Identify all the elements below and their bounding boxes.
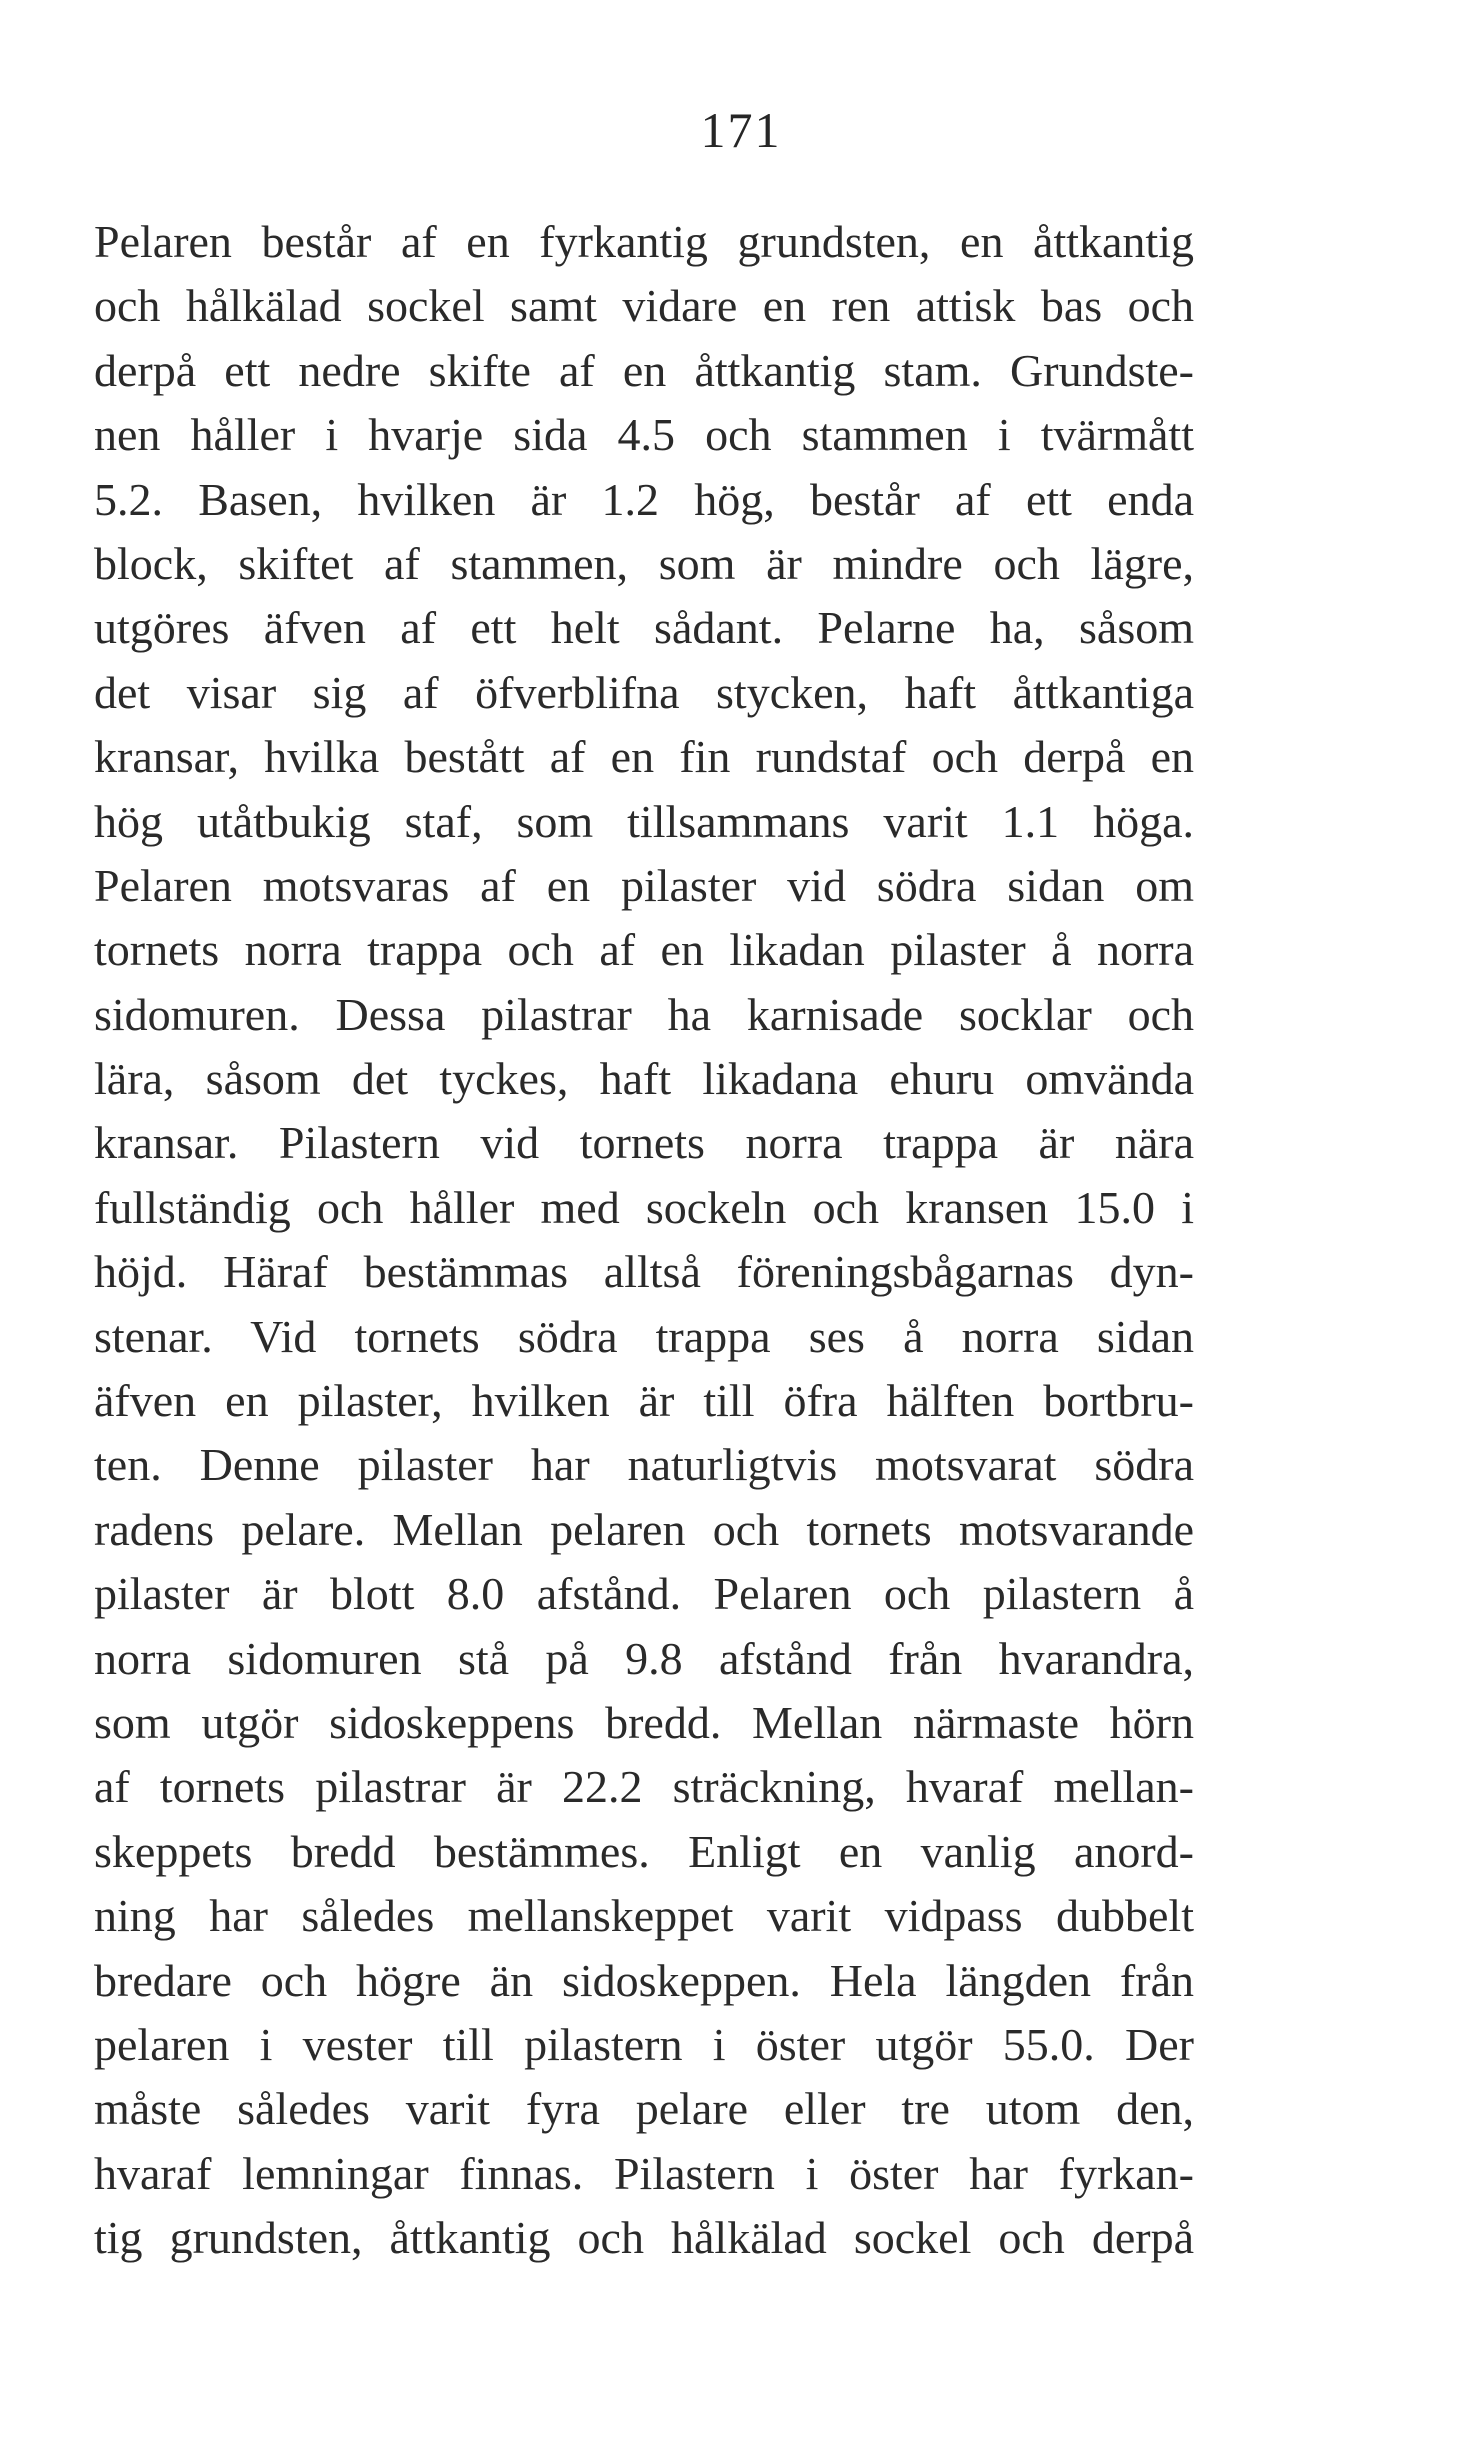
text-line: det visar sig af öfverblifna stycken, haft åttkantiga bbox=[94, 666, 1194, 718]
text-line: kransar, hvilka bestått af en fin rundstaf och derpå en bbox=[94, 731, 1194, 783]
text-line: lära, såsom det tyckes, haft likadana ehuru omvända bbox=[94, 1053, 1194, 1105]
text-line: ning har således mellanskeppet varit vidpass dubbelt bbox=[94, 1890, 1194, 1942]
text-line: radens pelare. Mellan pelaren och tornets motsvarande bbox=[94, 1503, 1194, 1555]
text-line: stenar. Vid tornets södra trappa ses å norra sidan bbox=[94, 1310, 1194, 1362]
text-line: 5.2. Basen, hvilken är 1.2 hög, består af ett enda bbox=[94, 473, 1194, 525]
text-line: bredare och högre än sidoskeppen. Hela längden från bbox=[94, 1954, 1194, 2006]
text-line: pelaren i vester till pilastern i öster utgör 55.0. Der bbox=[94, 2018, 1194, 2070]
text-line: norra sidomuren stå på 9.8 afstånd från hvarandra, bbox=[94, 1632, 1194, 1684]
text-line: måste således varit fyra pelare eller tre utom den, bbox=[94, 2083, 1194, 2135]
text-line: af tornets pilastrar är 22.2 sträckning, hvaraf mellan- bbox=[94, 1761, 1194, 1813]
text-line: kransar. Pilastern vid tornets norra trappa är nära bbox=[94, 1117, 1194, 1169]
text-line: äfven en pilaster, hvilken är till öfra hälften bortbru- bbox=[94, 1375, 1194, 1427]
page-number: 171 bbox=[700, 102, 782, 158]
text-line: Pelaren består af en fyrkantig grundsten, en åttkantig bbox=[94, 216, 1194, 267]
text-line: Pelaren motsvaras af en pilaster vid södra sidan om bbox=[94, 859, 1194, 911]
text-line: skeppets bredd bestämmes. Enligt en vanlig anord- bbox=[94, 1825, 1194, 1877]
body-text bbox=[94, 210, 1194, 2271]
text-line: hvaraf lemningar finnas. Pilastern i öster har fyrkan- bbox=[94, 2147, 1194, 2199]
text-line: höjd. Häraf bestämmas alltså föreningsbågarnas dyn- bbox=[94, 1246, 1194, 1298]
text-line: nen håller i hvarje sida 4.5 och stammen i tvärmått bbox=[94, 409, 1194, 461]
text-line: utgöres äfven af ett helt sådant. Pelarne ha, såsom bbox=[94, 602, 1194, 654]
text-line: ten. Denne pilaster har naturligtvis motsvarat södra bbox=[94, 1439, 1194, 1491]
text-line: sidomuren. Dessa pilastrar ha karnisade socklar och bbox=[94, 988, 1194, 1040]
text-line: tornets norra trappa och af en likadan pilaster å norra bbox=[94, 924, 1194, 976]
text-line: tig grundsten, åttkantig och hålkälad sockel och derpå bbox=[94, 2212, 1194, 2264]
text-line: pilaster är blott 8.0 afstånd. Pelaren och pilastern å bbox=[94, 1568, 1194, 1620]
text-line: som utgör sidoskeppens bredd. Mellan närmaste hörn bbox=[94, 1696, 1194, 1748]
text-line: block, skiftet af stammen, som är mindre och lägre, bbox=[94, 537, 1194, 589]
text-line: hög utåtbukig staf, som tillsammans varit 1.1 höga. bbox=[94, 795, 1194, 847]
text-line: fullständig och håller med sockeln och kransen 15.0 i bbox=[94, 1181, 1194, 1233]
text-line: derpå ett nedre skifte af en åttkantig stam. Grundste- bbox=[94, 344, 1194, 396]
text-line: och hålkälad sockel samt vidare en ren attisk bas och bbox=[94, 280, 1194, 332]
